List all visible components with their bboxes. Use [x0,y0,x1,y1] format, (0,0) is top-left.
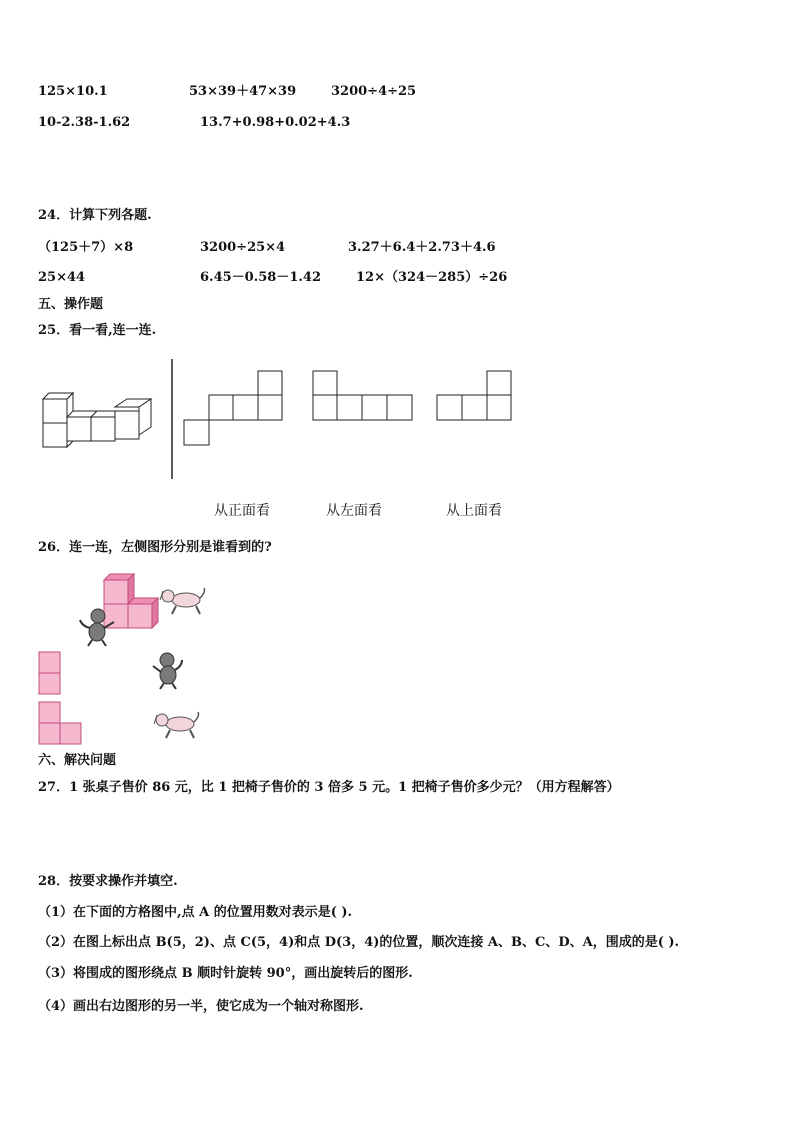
expr-4: 10-2.38-1.62 [38,115,131,130]
q27-title: 27．1 张桌子售价 86 元，比 1 把椅子售价的 3 倍多 5 元。1 把椅子售价多少元？（用方程解答） [38,780,620,795]
q28-title: 28．按要求操作并填空. [38,874,178,889]
q26-figures [0,568,794,748]
q24-expr-3: 3.27＋6.4＋2.73＋4.6 [348,240,496,255]
pink-view-l-shape [39,702,81,744]
view-shape-3 [437,371,511,420]
view-shape-2 [313,371,412,420]
q24-expr-6: 12×（324－285）÷26 [356,270,508,285]
q24-expr-1: （125＋7）×8 [38,240,134,255]
view-label-front: 从正面看 [214,503,270,519]
expr-3: 3200÷4÷25 [331,84,417,99]
q25-figures [0,355,794,515]
pink-cube-stack [104,574,158,628]
q28-item-3: （3）将围成的图形绕点 B 顺时针旋转 90°，画出旋转后的图形. [38,966,413,981]
section-6-heading: 六、解决问题 [38,753,117,768]
dog-icon [160,588,205,614]
expr-5: 13.7+0.98+0.02+4.3 [200,115,351,130]
cube-solid-3d [43,393,151,447]
q24-title: 24．计算下列各题. [38,208,152,223]
expr-1: 125×10.1 [38,84,108,99]
view-label-left: 从左面看 [326,503,382,519]
pink-view-vertical [39,652,60,694]
q28-item-1: （1）在下面的方格图中,点 A 的位置用数对表示是( ). [38,905,353,920]
q25-title: 25．看一看,连一连. [38,323,157,338]
q28-item-4: （4）画出右边图形的另一半，使它成为一个轴对称图形. [38,999,364,1014]
section-5-heading: 五、操作题 [38,297,104,312]
expr-2: 53×39＋47×39 [189,84,297,99]
q24-expr-5: 6.45－0.58－1.42 [200,270,321,285]
view-shape-1 [184,371,282,445]
monkey-icon [153,653,182,689]
q24-expr-2: 3200÷25×4 [200,240,286,255]
q28-item-2: （2）在图上标出点 B(5，2)、点 C(5，4)和点 D(3，4)的位置，顺次连接 A、B、C、D、A，围成的是( ). [38,935,680,950]
view-label-top: 从上面看 [446,503,502,519]
dog-icon [154,712,199,738]
q24-expr-4: 25×44 [38,270,86,285]
q26-title: 26．连一连，左侧图形分别是谁看到的? [38,540,272,555]
